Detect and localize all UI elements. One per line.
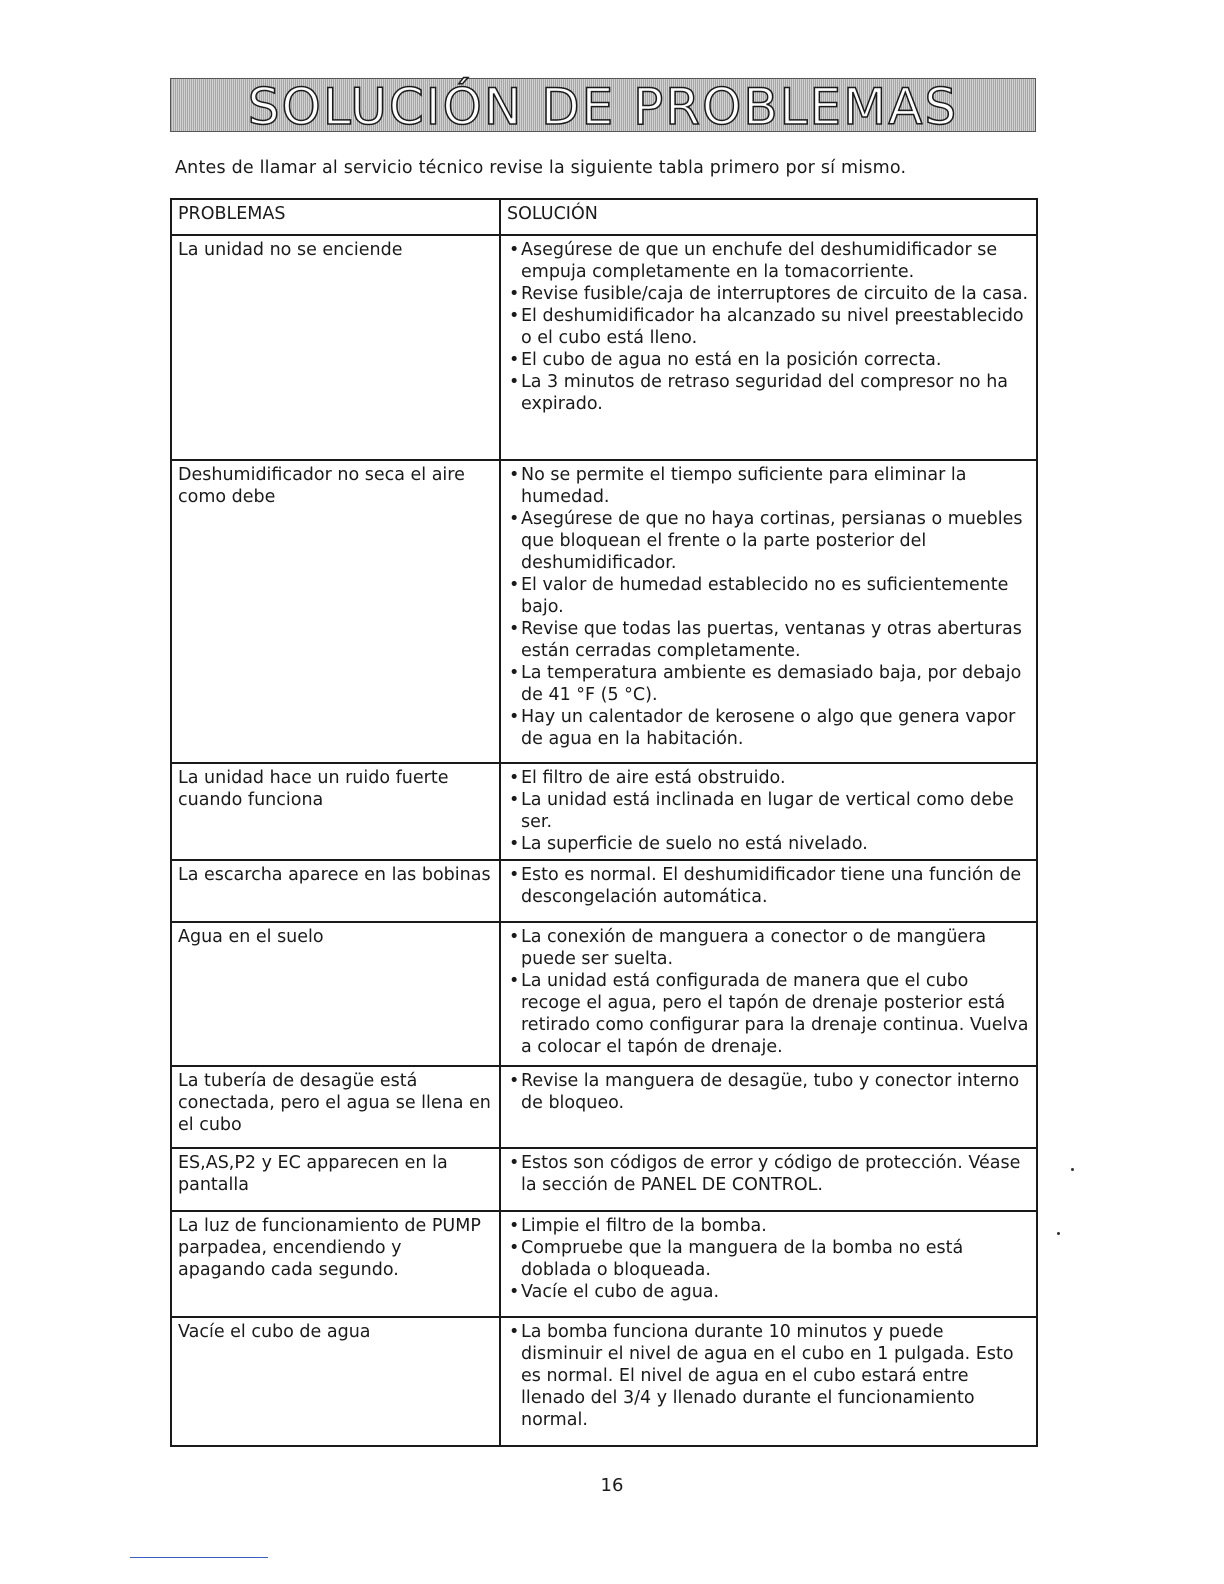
problem-cell: Agua en el suelo xyxy=(171,922,500,1066)
footer-rule xyxy=(130,1557,268,1558)
solution-text: La unidad está inclinada en lugar de vertical como debe ser. xyxy=(521,790,1014,832)
table-row xyxy=(171,922,1037,1066)
solution-text: Esto es normal. El deshumidificador tiene una función de descongelación automática. xyxy=(521,865,1022,907)
solution-cell xyxy=(500,922,1037,1066)
solution-item xyxy=(507,970,1030,1058)
solution-item xyxy=(507,1215,1030,1237)
solution-item xyxy=(507,371,1030,415)
solution-text: Compruebe que la manguera de la bomba no está doblada o bloqueada. xyxy=(521,1238,964,1280)
solution-item xyxy=(507,1070,1030,1114)
solution-item xyxy=(507,283,1030,305)
solution-cell xyxy=(500,763,1037,860)
bullet-icon: • xyxy=(509,790,520,810)
solution-item xyxy=(507,1237,1030,1281)
table-body xyxy=(171,235,1037,1446)
table-header-row xyxy=(171,199,1037,235)
solution-text: La temperatura ambiente es demasiado baja, por debajo de 41 °F (5 °C). xyxy=(521,663,1022,705)
solution-cell xyxy=(500,860,1037,922)
scan-speck xyxy=(1071,1168,1074,1171)
problem-cell: La unidad hace un ruido fuerte cuando funciona xyxy=(171,763,500,860)
problem-cell: La escarcha aparece en las bobinas xyxy=(171,860,500,922)
solution-text: El filtro de aire está obstruido. xyxy=(521,768,786,788)
bullet-icon: • xyxy=(509,865,520,885)
solution-text: Estos son códigos de error y código de protección. Véase la sección de PANEL DE CONTROL. xyxy=(521,1153,1021,1195)
solution-item xyxy=(507,706,1030,750)
solution-item xyxy=(507,864,1030,908)
solution-text: Asegúrese de que no haya cortinas, persianas o muebles que bloquean el frente o la parte posterior del deshumidificador. xyxy=(521,509,1023,573)
solution-item xyxy=(507,1152,1030,1196)
intro-text: Antes de llamar al servicio técnico revise la siguiente tabla primero por sí mismo. xyxy=(175,158,907,178)
bullet-icon: • xyxy=(509,663,520,683)
solution-text: Revise fusible/caja de interruptores de circuito de la casa. xyxy=(521,284,1029,304)
bullet-icon: • xyxy=(509,1282,520,1302)
problem-cell: La luz de funcionamiento de PUMP parpadea, encendiendo y apagando cada segundo. xyxy=(171,1211,500,1317)
solution-text: Revise que todas las puertas, ventanas y otras aberturas están cerradas completamente. xyxy=(521,619,1022,661)
bullet-icon: • xyxy=(509,971,520,991)
bullet-icon: • xyxy=(509,834,520,854)
bullet-icon: • xyxy=(509,306,520,326)
solution-cell xyxy=(500,1148,1037,1211)
table-row xyxy=(171,1148,1037,1211)
page-number: 16 xyxy=(600,1475,624,1496)
title-banner xyxy=(170,78,1036,136)
bullet-icon: • xyxy=(509,1238,520,1258)
problem-cell: La tubería de desagüe está conectada, pero el agua se llena en el cubo xyxy=(171,1066,500,1148)
solution-cell xyxy=(500,460,1037,763)
bullet-icon: • xyxy=(509,619,520,639)
solution-item xyxy=(507,305,1030,349)
bullet-icon: • xyxy=(509,1071,520,1091)
solution-item xyxy=(507,662,1030,706)
table-row xyxy=(171,460,1037,763)
solution-text: El deshumidificador ha alcanzado su nivel preestablecido o el cubo está lleno. xyxy=(521,306,1024,348)
solution-text: Revise la manguera de desagüe, tubo y conector interno de bloqueo. xyxy=(521,1071,1020,1113)
solution-text: La 3 minutos de retraso seguridad del compresor no ha expirado. xyxy=(521,372,1009,414)
solution-text: La bomba funciona durante 10 minutos y puede disminuir el nivel de agua en el cubo en 1 pulgada. Esto es normal. El nivel de agua en el cubo estará entre llenado del 3/4 y llenado durante el funcionamiento normal. xyxy=(521,1322,1014,1430)
solution-text: La unidad está configurada de manera que el cubo recoge el agua, pero el tapón de drenaje posterior está retirado como configurar para la drenaje continua. Vuelva a colocar el tapón de drenaje. xyxy=(521,971,1029,1057)
solution-text: La conexión de manguera a conector o de mangüera puede ser suelta. xyxy=(521,927,987,969)
table-row xyxy=(171,1211,1037,1317)
solution-item xyxy=(507,833,1030,855)
table-row xyxy=(171,1317,1037,1446)
solution-item xyxy=(507,349,1030,371)
solution-item xyxy=(507,1281,1030,1303)
bullet-icon: • xyxy=(509,1153,520,1173)
solution-item xyxy=(507,239,1030,283)
bullet-icon: • xyxy=(509,1322,520,1342)
problem-cell: La unidad no se enciende xyxy=(171,235,500,460)
problem-cell: Deshumidificador no seca el aire como debe xyxy=(171,460,500,763)
bullet-icon: • xyxy=(509,372,520,392)
solution-cell xyxy=(500,1317,1037,1446)
bullet-icon: • xyxy=(509,1216,520,1236)
solution-item xyxy=(507,618,1030,662)
problem-cell: Vacíe el cubo de agua xyxy=(171,1317,500,1446)
solution-item xyxy=(507,789,1030,833)
page-title: SOLUCIÓN DE PROBLEMAS xyxy=(247,78,959,136)
table-row xyxy=(171,763,1037,860)
solution-text: El valor de humedad establecido no es suficientemente bajo. xyxy=(521,575,1009,617)
bullet-icon: • xyxy=(509,575,520,595)
problem-cell: ES,AS,P2 y EC apparecen en la pantalla xyxy=(171,1148,500,1211)
scan-speck xyxy=(1057,1232,1060,1235)
solution-cell xyxy=(500,235,1037,460)
solution-text: Vacíe el cubo de agua. xyxy=(521,1282,720,1302)
solution-item xyxy=(507,508,1030,574)
bullet-icon: • xyxy=(509,240,520,260)
solution-text: No se permite el tiempo suficiente para eliminar la humedad. xyxy=(521,465,967,507)
solution-cell xyxy=(500,1211,1037,1317)
column-header-solution: SOLUCIÓN xyxy=(500,199,1037,235)
solution-item xyxy=(507,767,1030,789)
bullet-icon: • xyxy=(509,509,520,529)
bullet-icon: • xyxy=(509,350,520,370)
bullet-icon: • xyxy=(509,768,520,788)
solution-cell xyxy=(500,1066,1037,1148)
table-row xyxy=(171,860,1037,922)
solution-text: Hay un calentador de kerosene o algo que genera vapor de agua en la habitación. xyxy=(521,707,1016,749)
solution-text: Limpie el filtro de la bomba. xyxy=(521,1216,767,1236)
solution-item xyxy=(507,574,1030,618)
column-header-problems: PROBLEMAS xyxy=(171,199,500,235)
table-row xyxy=(171,1066,1037,1148)
solution-item xyxy=(507,1321,1030,1431)
bullet-icon: • xyxy=(509,465,520,485)
troubleshooting-table xyxy=(170,198,1038,1447)
solution-item xyxy=(507,464,1030,508)
bullet-icon: • xyxy=(509,927,520,947)
solution-text: El cubo de agua no está en la posición correcta. xyxy=(521,350,942,370)
bullet-icon: • xyxy=(509,284,520,304)
table-row xyxy=(171,235,1037,460)
solution-text: La superficie de suelo no está nivelado. xyxy=(521,834,868,854)
solution-item xyxy=(507,926,1030,970)
bullet-icon: • xyxy=(509,707,520,727)
solution-text: Asegúrese de que un enchufe del deshumidificador se empuja completamente en la tomacorriente. xyxy=(521,240,998,282)
